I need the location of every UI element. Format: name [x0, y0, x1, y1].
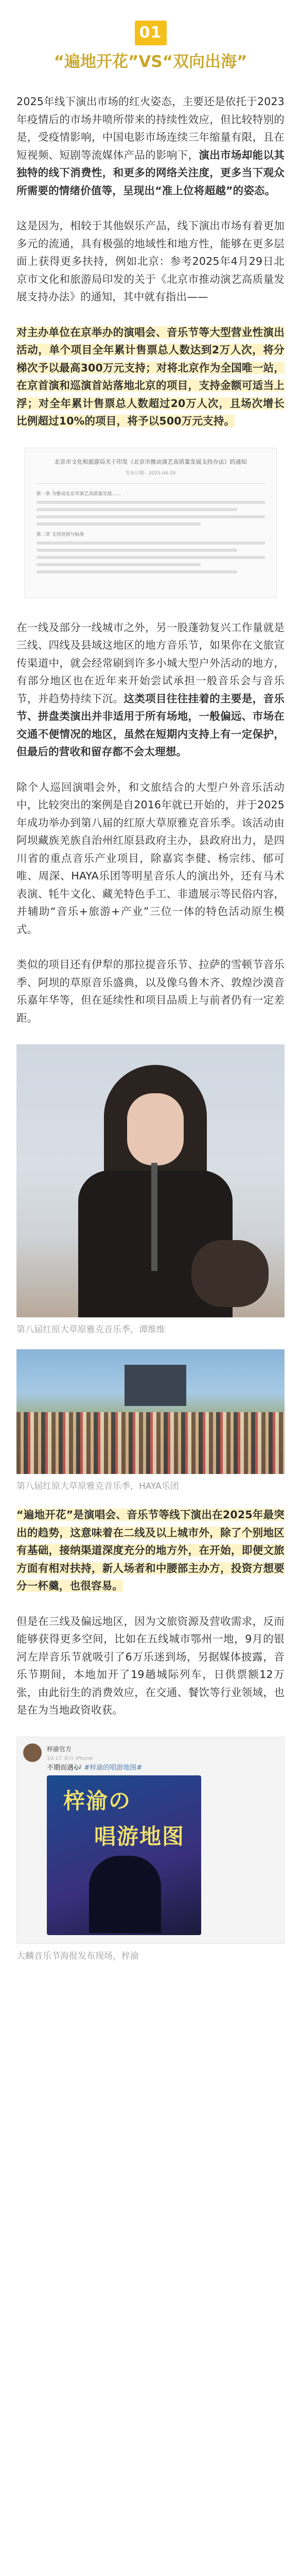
festival-crowd-photo: [16, 1349, 285, 1474]
paragraph-1-lead: 2025年线下演出市场的红火姿态，主要还是依托于2023年疫情后的市场井喷所带来的持续性效应，但比较特别的是，受疫情影响，中国电影市场连续三年缩量有限，且在短视频、短剧等流媒体产品的影响下，: [16, 95, 285, 161]
section-title: “遍地开花”VS“双向出海”: [54, 53, 247, 71]
paragraph-7: [16, 1506, 285, 1595]
policy-document-screenshot: [25, 448, 277, 598]
policy-quote: 对主办单位在京举办的演唱会、音乐节等大型营业性演出活动，单个项目全年累计售票总人数达到2万人次，将分梯次予以最高300万元支持；对将北京作为全国唯一站，在京首演和巡演首站落地北京的项目，支持金额可适当上浮；对全年累计售票总人数超过20万人次，且场次增长比例超过10%的项目，将予以500万元支持。: [16, 326, 285, 428]
document-heading-2: 第二章 支持范围与标准: [36, 532, 84, 537]
section-number-badge: 01: [135, 21, 167, 45]
photo-caption-3: 大麟音乐节海报发布现场，梓渝: [16, 1951, 139, 1961]
social-post-screenshot: [16, 1737, 285, 1944]
concert-photo-singer: [16, 1044, 285, 1317]
paragraph-6: 类似的项目还有伊犁的那拉提音乐节、拉萨的雪顿节音乐季、阿坝的草原音乐盛典，以及像乌鲁木齐、敦煌沙漠音乐嘉年华等，但在延续性和项目品质上与前者仍有一定差距。: [16, 958, 285, 1024]
post-hashtag: #梓渝的唱游地图#: [84, 1764, 143, 1772]
avatar: [23, 1743, 42, 1762]
post-text: 不期而遇🎶: [47, 1764, 82, 1772]
post-header: [23, 1743, 278, 1764]
paragraph-4-bold: 这类项目往往挂着的主要是，音乐节、拼盘类演出并非适用于所有场地，一般偏远、市场在交通不便情况的地区，虽然在短期内支持上有一定保护，但最后的营收和留存都不会太理想。: [16, 692, 285, 758]
trend-summary-highlight: “遍地开花”是演唱会、音乐节等线下演出在2025年最突出的趋势，这意味着在二线及以上城市外，除了个别地区有基础，接纳渠道深度充分的地方外，在开始，即便文旅方面有相对扶持，新人场者和中腰部主办方，投资方想要分一杯羹，也很容易。: [16, 1509, 285, 1592]
document-text-line: [37, 515, 265, 518]
photo-caption-1: 第八届红原大草原雅克音乐季，谭维维: [16, 1325, 165, 1335]
post-timestamp: 10-17 来自 iPhone: [47, 1755, 93, 1761]
section-header: [16, 21, 285, 45]
stage-shape: [125, 1365, 186, 1406]
poster-title-line-2: 唱游地图: [94, 1823, 185, 1849]
document-text-line: [37, 522, 201, 526]
document-text-line: [37, 541, 265, 545]
paragraph-4-lead: 在一线及部分一线城市之外，另一股蓬勃复兴工作量就是三线、四线及县域这地区的地方音乐节，如果你在文旅宣传渠道中，就会经常刷到许多小城大型户外活动的地方，有部分地区也在近年来开始尝试承担一般音乐会与音乐节，并趋势持续下沉。: [16, 621, 285, 705]
document-date: 发布日期：2025-04-29: [125, 470, 176, 476]
post-author-name: 梓渝官方: [47, 1745, 72, 1753]
paragraph-1-bold: 演出市场却能以其独特的线下消费性，和更多的网络关注度，更多当下观众所需要的情绪价值等，呈现出“准上位将超越”的姿态。: [16, 148, 285, 197]
paragraph-3-highlight: [16, 324, 285, 430]
document-heading-1: 第一条 为推动北京市演艺高质量发展……: [36, 491, 121, 497]
post-message: [47, 1762, 142, 1772]
document-text-line: [37, 508, 238, 511]
guitar-shape: [191, 1240, 269, 1307]
document-text-line: [37, 556, 265, 559]
paragraph-8: 但是在三线及偏远地区，因为文旅资源及营收需求，反而能够获得更多空间，比如在五线城市鄂州一地，9月的银河左岸音乐节就吸引了6万乐迷到场，另据媒体披露，音乐节期间，本地加开了19趟城际列车，日供票额12万张，由此衍生的消费效应，在交通、餐饮等行业领域，也是在为当地政资收获。: [16, 1615, 285, 1717]
photo-caption-2: 第八届红原大草原雅克音乐季，HAYA乐团: [16, 1481, 179, 1492]
document-divider: [37, 483, 265, 484]
poster-figure-shape: [89, 1856, 161, 1933]
document-text-line: [37, 570, 238, 573]
paragraph-1: [16, 93, 285, 199]
document-text-line: [37, 501, 265, 504]
singer-face-shape: [127, 1093, 184, 1165]
document-title: 北京市文化和旅游局关于印发《北京市推动演艺高质量发展支持办法》的通知: [54, 458, 247, 465]
crowd-shape: [16, 1412, 285, 1474]
poster-title-line-1: 梓渝の: [63, 1788, 132, 1814]
document-text-line: [37, 563, 201, 566]
paragraph-4: [16, 619, 285, 761]
document-text-line: [37, 549, 238, 552]
paragraph-2: 这是因为，相较于其他娱乐产品，线下演出市场有着更加多元的流通，具有极强的地域性和地方性，能够在更多层面上获得更多扶持，例如北京：参考2025年4月29日北京市文化和旅游局印发的关于《北京市推动演艺高质量发展支持办法》的通知，其中就有指出——: [16, 219, 285, 303]
paragraph-5: 除个人巡回演唱会外，和文旅结合的大型户外音乐活动中，比较突出的案例是自2016年就已开始的，并于2025年成功举办到第八届的红原大草原雅克音乐季。该活动由阿坝藏族羌族自治州红原县政府主办，县政府出力，是四川省的重点音乐产业项目，除嘉宾李健、杨宗纬、郁可唯、周深、HAYA乐团等明星音乐人的演出外，还有马术表演、牦牛文化、藏羌特色手工、非遗展示等民俗内容，并辅助“音乐+旅游+产业”三位一体的特色活动原生模式。: [16, 781, 285, 936]
microphone-stand-shape: [151, 1163, 157, 1271]
